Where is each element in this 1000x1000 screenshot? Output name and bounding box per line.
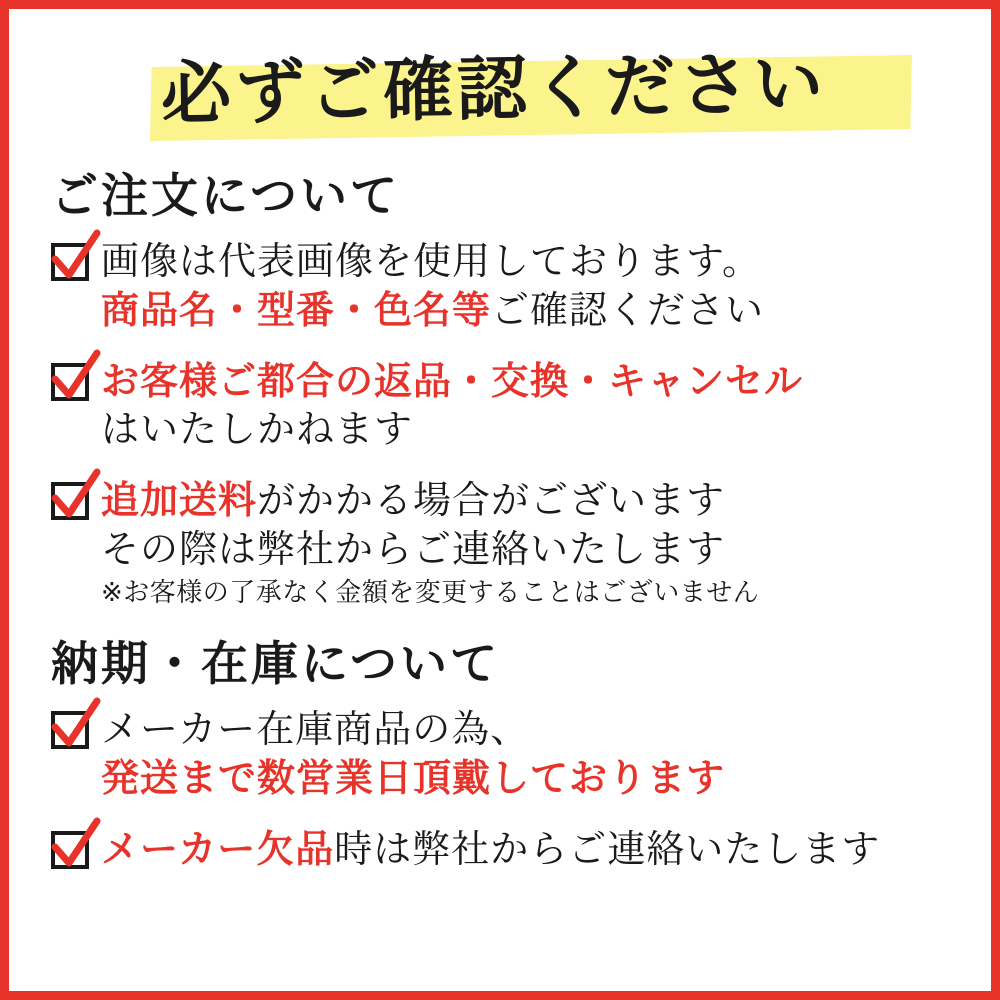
list-item-emphasis: 商品名・型番・色名等 xyxy=(101,288,492,333)
frame-border-top xyxy=(0,0,1000,9)
list-item-plain: がかかる場合がございます xyxy=(257,477,726,522)
list-item-text xyxy=(101,825,957,874)
list-item xyxy=(51,825,957,874)
list-item-text xyxy=(101,705,957,802)
checkmark-icon xyxy=(51,711,89,749)
checkmark-icon xyxy=(51,363,89,401)
list-item-line: メーカー在庫商品の為、 xyxy=(101,707,530,752)
frame-border-left xyxy=(0,0,9,1000)
list-item-plain: 時は弊社からご連絡いたします xyxy=(334,826,881,871)
list-item-text xyxy=(101,357,957,454)
list-item xyxy=(51,705,957,802)
page-title: 必ずご確認ください xyxy=(160,42,828,135)
list-item-line xyxy=(101,476,957,525)
frame-border-right xyxy=(991,0,1000,1000)
section-title-orders: ご注文について xyxy=(51,169,401,224)
list-item xyxy=(51,237,957,334)
list-item-note: ※お客様の了承なく金額を変更することはございません xyxy=(101,578,760,609)
list-item-line xyxy=(101,286,957,335)
checkmark-icon xyxy=(51,482,89,520)
list-item-text xyxy=(101,476,957,611)
list-item-text xyxy=(101,237,957,334)
list-item xyxy=(51,476,957,611)
list-item xyxy=(51,357,957,454)
checkmark-icon xyxy=(51,243,89,281)
list-item-emphasis: お客様ご都合の返品・交換・キャンセル xyxy=(101,358,804,403)
list-item-emphasis: 発送まで数営業日頂戴しております xyxy=(101,755,726,800)
list-item-line xyxy=(101,825,957,874)
list-item-line: その際は弊社からご連絡いたします xyxy=(101,526,726,571)
frame-border-bottom xyxy=(0,991,1000,1000)
list-item-plain: ご確認ください xyxy=(491,288,765,333)
headline-banner xyxy=(43,31,957,149)
list-item-emphasis: 追加送料 xyxy=(101,477,258,522)
checkmark-icon xyxy=(51,831,89,869)
section-title-delivery: 納期・在庫について xyxy=(51,636,501,692)
list-item-line: はいたしかねます xyxy=(101,407,414,452)
list-item-line: 画像は代表画像を使用しております。 xyxy=(101,239,761,284)
list-item-emphasis: メーカー欠品 xyxy=(101,826,335,871)
notice-content xyxy=(9,9,991,991)
